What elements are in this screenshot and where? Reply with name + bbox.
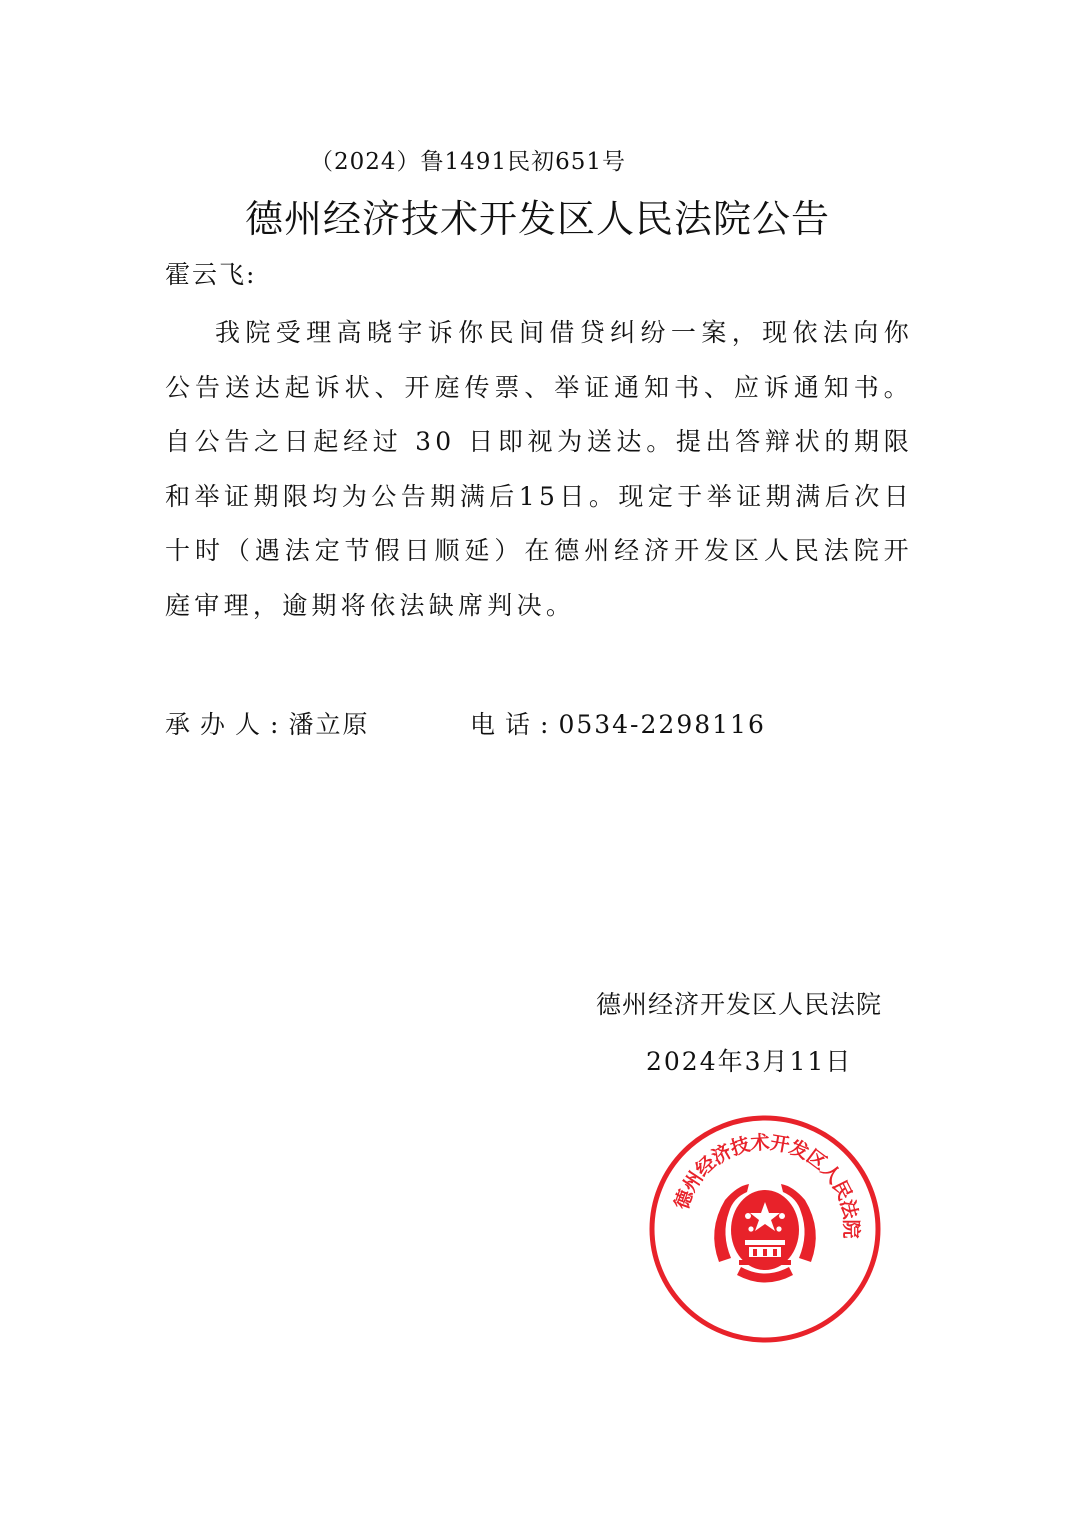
case-number: （2024）鲁1491民初651号 bbox=[310, 149, 626, 175]
court-seal-stamp bbox=[645, 1112, 885, 1347]
seal-character: 经 bbox=[691, 1151, 721, 1181]
signature-court-name: 德州经济开发区人民法院 bbox=[596, 990, 883, 1019]
seal-character: 人 bbox=[816, 1159, 846, 1189]
national-emblem-icon bbox=[714, 1184, 816, 1283]
seal-character: 民 bbox=[827, 1176, 856, 1204]
notice-body: 我院受理高晓宇诉你民间借贷纠纷一案，现依法向你公告送达起诉状、开庭传票、举证通知书、应诉通知书。自公告之日起经过 30 日即视为送达。提出答辩状的期限和举证期限均为公告期满后15日。现定于举证期满后次日十时（遇法定节假日顺延）在德州经济开发区人民法院开庭审理，逾期将依法缺席判决。 bbox=[165, 318, 913, 620]
page-title: 德州经济技术开发区人民法院公告 bbox=[244, 197, 830, 241]
seal-character: 德 bbox=[670, 1186, 698, 1213]
phone-block bbox=[470, 705, 766, 741]
seal-character: 术 bbox=[749, 1131, 771, 1155]
addressee: 霍云飞: bbox=[165, 260, 257, 289]
seal-character: 区 bbox=[802, 1145, 831, 1175]
handler-label: 承办人: bbox=[165, 710, 289, 739]
seal-character: 法 bbox=[835, 1197, 862, 1221]
phone-label: 电话: bbox=[470, 710, 559, 739]
seal-character: 州 bbox=[678, 1167, 708, 1196]
seal-character: 院 bbox=[840, 1219, 862, 1239]
seal-character: 开 bbox=[768, 1131, 792, 1157]
handler-name: 潘立原 bbox=[288, 710, 370, 739]
seal-character: 技 bbox=[728, 1133, 753, 1160]
phone-number: 0534-2298116 bbox=[558, 710, 766, 739]
seal-character: 济 bbox=[708, 1140, 736, 1169]
signature-date: 2024年3月11日 bbox=[646, 1047, 853, 1076]
seal-character: 发 bbox=[786, 1136, 813, 1164]
contact-row bbox=[165, 705, 766, 741]
